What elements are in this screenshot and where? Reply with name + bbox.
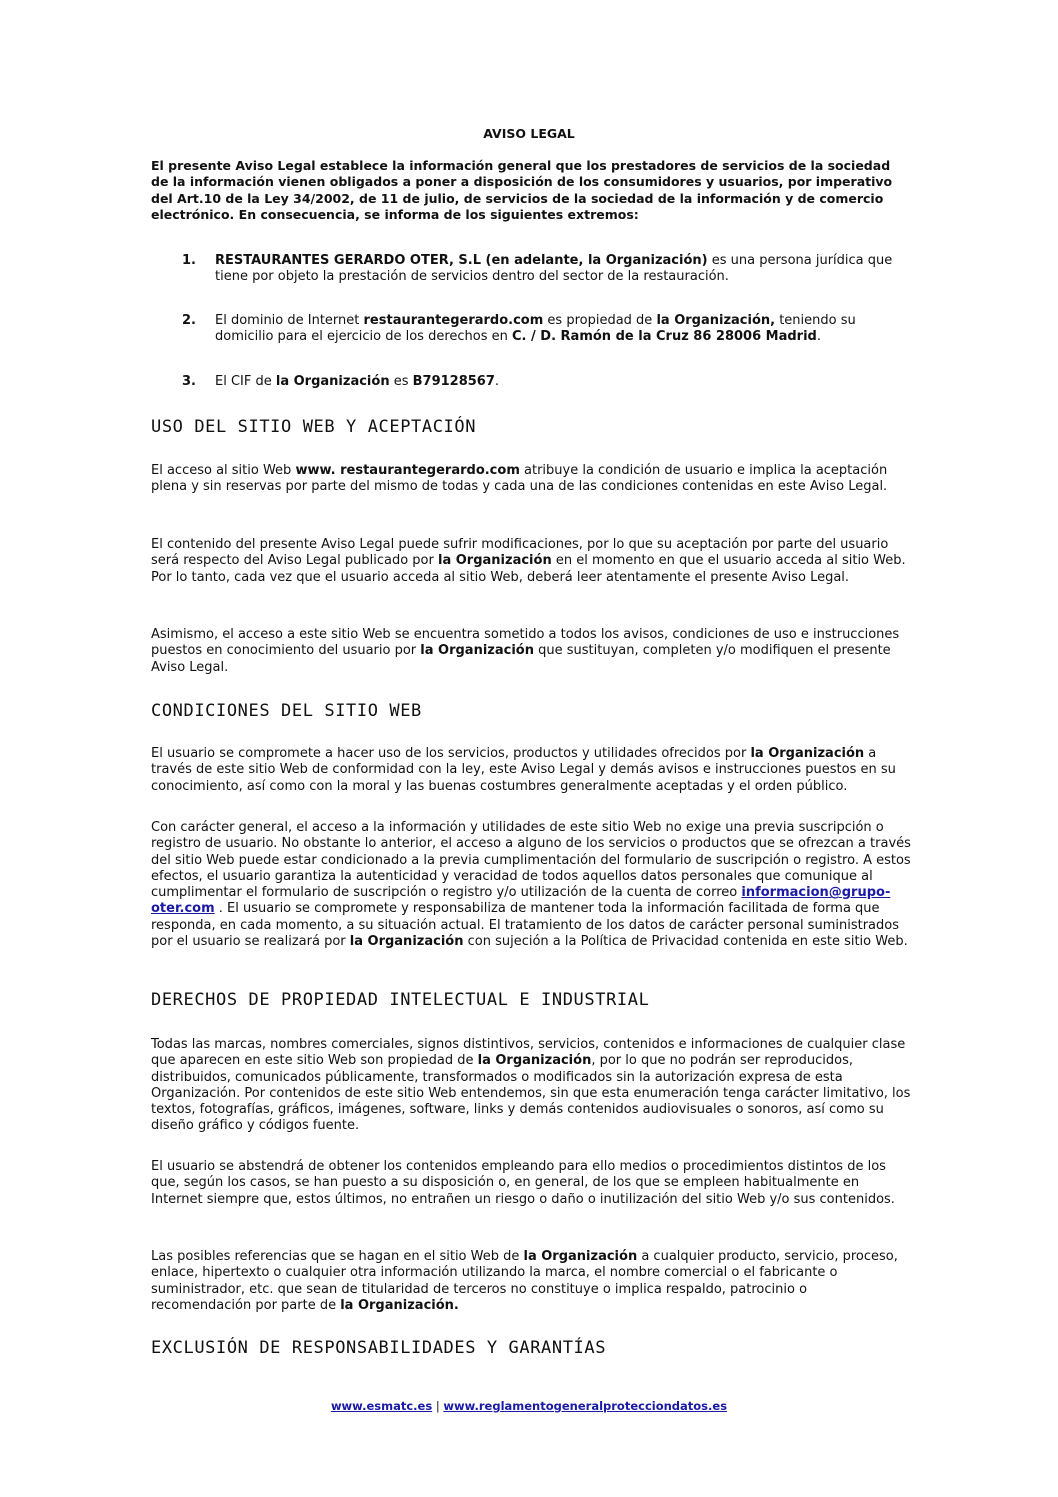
list-text: es propiedad de bbox=[543, 313, 657, 328]
section-heading-derechos: DERECHOS DE PROPIEDAD INTELECTUAL E INDUSTRIAL bbox=[151, 990, 650, 1010]
list-number: 1. bbox=[182, 253, 196, 268]
paragraph bbox=[151, 537, 911, 586]
email-link[interactable]: informacion@grupo-oter.com bbox=[151, 885, 891, 917]
paragraph bbox=[151, 1037, 911, 1135]
list-item bbox=[182, 313, 902, 346]
paragraph bbox=[151, 746, 911, 795]
list-text: es una persona jurídica que tiene por objeto la prestación de servicios dentro del sector de la restauración. bbox=[215, 253, 893, 285]
org-name: la Organización bbox=[477, 1053, 592, 1069]
section-heading-condiciones: CONDICIONES DEL SITIO WEB bbox=[151, 701, 422, 721]
paragraph: El usuario se abstendrá de obtener los contenidos empleando para ello medios o procedimientos distintos de los que, según los casos, se han puesto a su disposición o, en general, de los que se empleen habitualmente en Internet siempre que, estos últimos, no entrañen un riesgo o daño o inutilización del sitio Web y/o sus contenidos. bbox=[151, 1159, 895, 1207]
text: que sustituyan, completen y/o modifiquen el presente Aviso Legal. bbox=[151, 643, 891, 675]
text: El contenido del presente Aviso Legal puede sufrir modificaciones, por lo que su aceptación por parte del usuario será respecto del Aviso Legal publicado por bbox=[151, 537, 889, 569]
text: El usuario se compromete a hacer uso de los servicios, productos y utilidades ofrecidos por bbox=[151, 746, 751, 761]
list-text: teniendo su domicilio para el ejercicio de los derechos en bbox=[215, 313, 856, 345]
domain-name: restaurantegerardo.com bbox=[363, 313, 544, 328]
text: a cualquier producto, servicio, proceso, enlace, hipertexto o cualquier otra información utilizando la marca, el nombre comercial o el fabricante o suministrador, etc. que sean de titularidad de terceros no constituye o implica respaldo, patrocinio o recomendación por parte de bbox=[151, 1249, 898, 1313]
text: atribuye la condición de usuario e implica la aceptación plena y sin reservas por parte del mismo de todas y cada una de las condiciones contenidas en este Aviso Legal. bbox=[151, 463, 888, 495]
text: . El usuario se compromete y responsabiliza de mantener toda la información facilitada de forma que responda, en cada momento, a su situación actual. El tratamiento de los datos de carácter personal suministrados por el usuario se realizará por bbox=[151, 901, 899, 950]
page-title: AVISO LEGAL bbox=[483, 126, 575, 141]
list-number: 2. bbox=[182, 313, 196, 328]
text: con sujeción a la Política de Privacidad contenida en este sitio Web. bbox=[463, 934, 908, 950]
list-text: es bbox=[389, 374, 413, 389]
org-name: la Organización, bbox=[656, 313, 776, 328]
section-heading-uso: USO DEL SITIO WEB Y ACEPTACIÓN bbox=[151, 417, 477, 437]
paragraph bbox=[151, 1249, 911, 1314]
footer-link-esmatc[interactable]: www.esmatc.es bbox=[330, 1399, 433, 1413]
section-heading-exclusion: EXCLUSIÓN DE RESPONSABILIDADES Y GARANTÍAS bbox=[151, 1338, 607, 1358]
text: Con carácter general, el acceso a la información y utilidades de este sitio Web no exige una previa suscripción o registro de usuario. No obstante lo anterior, el acceso a alguno de los servicios o productos que se ofrezcan a través del sitio Web puede estar condicionado a la previa cumplimentación del formulario de suscripción o registro. A estos efectos, el usuario garantiza la autenticidad y veracidad de todos aquellos datos personales que comunique al cumplimentar el formulario de suscripción o registro y/o utilización de la cuenta de correo bbox=[151, 820, 911, 901]
text: El acceso al sitio Web bbox=[151, 463, 296, 478]
list-text: . bbox=[816, 329, 821, 345]
text: Las posibles referencias que se hagan en el sitio Web de bbox=[151, 1249, 524, 1264]
list-text: El dominio de Internet bbox=[215, 313, 364, 328]
paragraph bbox=[151, 820, 911, 950]
footer-separator: | bbox=[432, 1399, 444, 1413]
website-name: www. restaurantegerardo.com bbox=[295, 463, 520, 478]
text: a través de este sitio Web de conformidad con la ley, este Aviso Legal y demás avisos e instrucciones puestos en su conocimiento, así como con la moral y las buenas costumbres generalmente aceptadas y el orden público. bbox=[151, 746, 896, 794]
company-name: RESTAURANTES GERARDO OTER, S.L (en adelante, la Organización) bbox=[215, 253, 708, 268]
list-number: 3. bbox=[182, 374, 196, 389]
cif-number: B79128567 bbox=[412, 374, 495, 389]
org-name: la Organización bbox=[523, 1249, 638, 1264]
list-item bbox=[182, 374, 902, 390]
org-name: la Organización bbox=[750, 746, 865, 761]
footer bbox=[0, 1399, 1058, 1413]
list-text: . bbox=[494, 374, 500, 389]
org-name: la Organización bbox=[420, 643, 534, 659]
text: Asimismo, el acceso a este sitio Web se encuentra sometido a todos los avisos, condiciones de uso e instrucciones puestos en conocimiento del usuario por bbox=[151, 627, 900, 659]
org-name: la Organización bbox=[438, 553, 552, 569]
org-name: la Organización. bbox=[340, 1297, 459, 1313]
org-name: la Organización bbox=[275, 374, 390, 389]
org-name: la Organización bbox=[349, 934, 464, 950]
list-text: El CIF de bbox=[215, 374, 276, 389]
paragraph bbox=[151, 463, 911, 496]
address: C. / D. Ramón de la Cruz 86 28006 Madrid bbox=[512, 329, 817, 345]
footer-link-reglamento[interactable]: www.reglamentogeneralprotecciondatos.es bbox=[443, 1399, 728, 1413]
paragraph bbox=[151, 627, 911, 676]
text: , por lo que no podrán ser reproducidos, distribuidos, comunicados públicamente, transformados o modificados sin la autorización expresa de esta Organización. Por contenidos de este sitio Web entendemos, sin que esta enumeración tenga carácter limitativo, los textos, fotografías, gráficos, imágenes, software, links y demás contenidos audiovisuales o sonoros, así como su diseño gráfico y códigos fuente. bbox=[151, 1053, 911, 1134]
text: Todas las marcas, nombres comerciales, signos distintivos, servicios, contenidos e informaciones de cualquier clase que aparecen en este sitio Web son propiedad de bbox=[151, 1037, 906, 1069]
list-item bbox=[182, 253, 902, 286]
text: en el momento en que el usuario acceda al sitio Web. Por lo tanto, cada vez que el usuario acceda al sitio Web, deberá leer atentamente el presente Aviso Legal. bbox=[151, 553, 906, 585]
intro-paragraph: El presente Aviso Legal establece la información general que los prestadores de servicios de la sociedad de la información vienen obligados a poner a disposición de los consumidores y usuarios, por imperativo del Art.10 de la Ley 34/2002, de 11 de julio, de servicios de la sociedad de la información y de comercio electrónico. En consecuencia, se informa de los siguientes extremos: bbox=[151, 158, 893, 222]
